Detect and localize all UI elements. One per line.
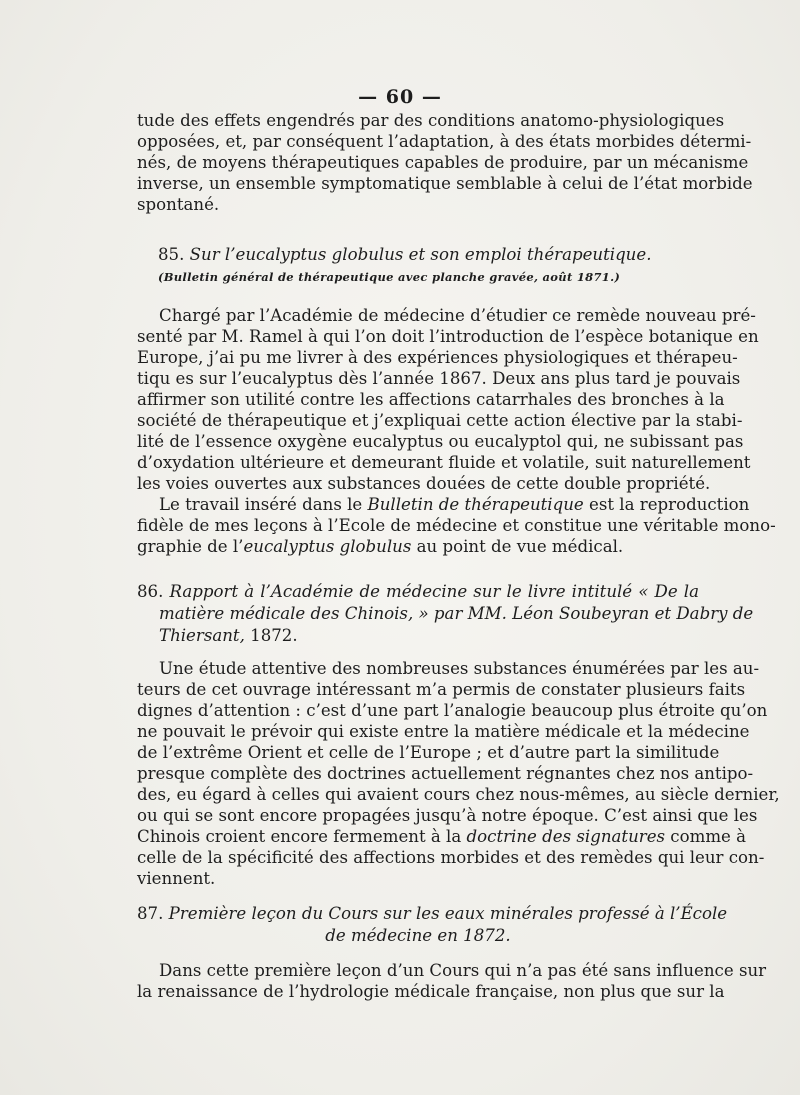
text-line: la renaissance de l’hydrologie médicale française, non plus que sur la [137,982,725,1001]
text-run: Chinois croient encore fermement à la [137,827,467,846]
text-line: ne pouvait le prévoir qui existe entre la matière médicale et la médecine [137,722,750,741]
section-87-paragraph [137,960,767,1002]
text-line: senté par M. Ramel à qui l’on doit l’introduction de l’espèce botanique en [137,327,759,346]
species-name: eucalyptus globulus [243,537,412,556]
section-number: 86. [137,582,164,601]
text-line: les voies ouvertes aux substances douées de cette double propriété. [137,474,711,493]
heading-line [137,581,699,603]
text-line: inverse, un ensemble symptomatique semblable à celui de l’état morbide [137,174,753,193]
text-line: fidèle de mes leçons à l’Ecole de médecine et constitue une véritable mono- [137,516,776,535]
text-line: affirmer son utilité contre les affections catarrhales des bronches à la [137,390,725,409]
section-title: Rapport à l’Académie de médecine sur le livre intitulé « De la [169,582,699,601]
heading-line [137,625,699,647]
text-line: tude des effets engendrés par des conditions anatomo-physiologiques [137,111,725,130]
text-line: opposées, et, par conséquent l’adaptation, à des états morbides détermi- [137,132,752,151]
section-number: 87. [137,904,164,923]
text-line: Chargé par l’Académie de médecine d’étudier ce remède nouveau pré- [159,306,756,325]
section-85-paragraph-2 [137,494,776,557]
text-line [137,494,750,515]
section-85-heading [158,244,651,266]
text-run: au point de vue médical. [411,537,624,556]
text-line: société de thérapeutique et j’expliquai cette action élective par la stabi- [137,411,743,430]
section-number: 85. [158,245,185,264]
section-title: Sur l’eucalyptus globulus et son emploi thérapeutique. [189,245,652,264]
section-title: Première leçon du Cours sur les eaux minérales professé à l’École [168,904,728,923]
text-line: d’oxydation ultérieure et demeurant fluide et volatile, suit naturellement [137,453,751,472]
text-line: presque complète des doctrines actuellement régnantes chez nos antipo- [137,764,754,783]
heading-line: matière médicale des Chinois, » par MM. Léon Soubeyran et Dabry de [159,604,754,623]
text-run: graphie de l’ [137,537,244,556]
page-number: — 60 — [358,86,442,108]
text-line: spontané. [137,195,220,214]
text-line: Europe, j’ai pu me livrer à des expériences physiologiques et thérapeu- [137,348,738,367]
section-86-heading [137,581,754,647]
section-85-paragraph-1 [137,305,759,494]
doctrine-name: doctrine des signatures [466,827,666,846]
text-line: lité de l’essence oxygène eucalyptus ou eucalyptol qui, ne subissant pas [137,432,744,451]
text-line: tiqu es sur l’eucalyptus dès l’année 1867. Deux ans plus tard je pouvais [137,369,741,388]
text-line: de l’extrême Orient et celle de l’Europe ; et d’autre part la similitude [137,743,720,762]
text-run: comme à [665,827,747,846]
text-line: viennent. [137,869,216,888]
text-line: dignes d’attention : c’est d’une part l’analogie beaucoup plus étroite qu’on [137,701,768,720]
heading-line: de médecine en 1872. [325,926,511,945]
text-line: teurs de cet ouvrage intéressant m’a permis de constater plusieurs faits [137,680,746,699]
text-line: Dans cette première leçon d’un Cours qui n’a pas été sans influence sur [159,961,767,980]
intro-paragraph [137,110,753,215]
section-86-paragraph [137,658,780,889]
year: 1872. [244,626,298,645]
text-line: celle de la spécificité des affections morbides et des remèdes qui leur con- [137,848,765,867]
text-run: est la reproduction [583,495,750,514]
text-line [137,536,699,557]
journal-title: Bulletin de thérapeutique [367,495,584,514]
text-line [137,826,747,847]
section-85-source: (Bulletin général de thérapeutique avec planche gravée, août 1871.) [158,270,621,284]
author-name: Thiersant, [159,626,245,645]
text-line: des, eu égard à celles qui avaient cours chez nous-mêmes, au siècle dernier, [137,785,780,804]
text-line: nés, de moyens thérapeutiques capables de produire, par un mécanisme [137,153,749,172]
heading-line [137,903,728,925]
text-run: Le travail inséré dans le [159,495,368,514]
text-line: ou qui se sont encore propagées jusqu’à notre époque. C’est ainsi que les [137,806,758,825]
text-line: Une étude attentive des nombreuses substances énumérées par les au- [159,659,760,678]
section-87-heading [137,903,728,947]
